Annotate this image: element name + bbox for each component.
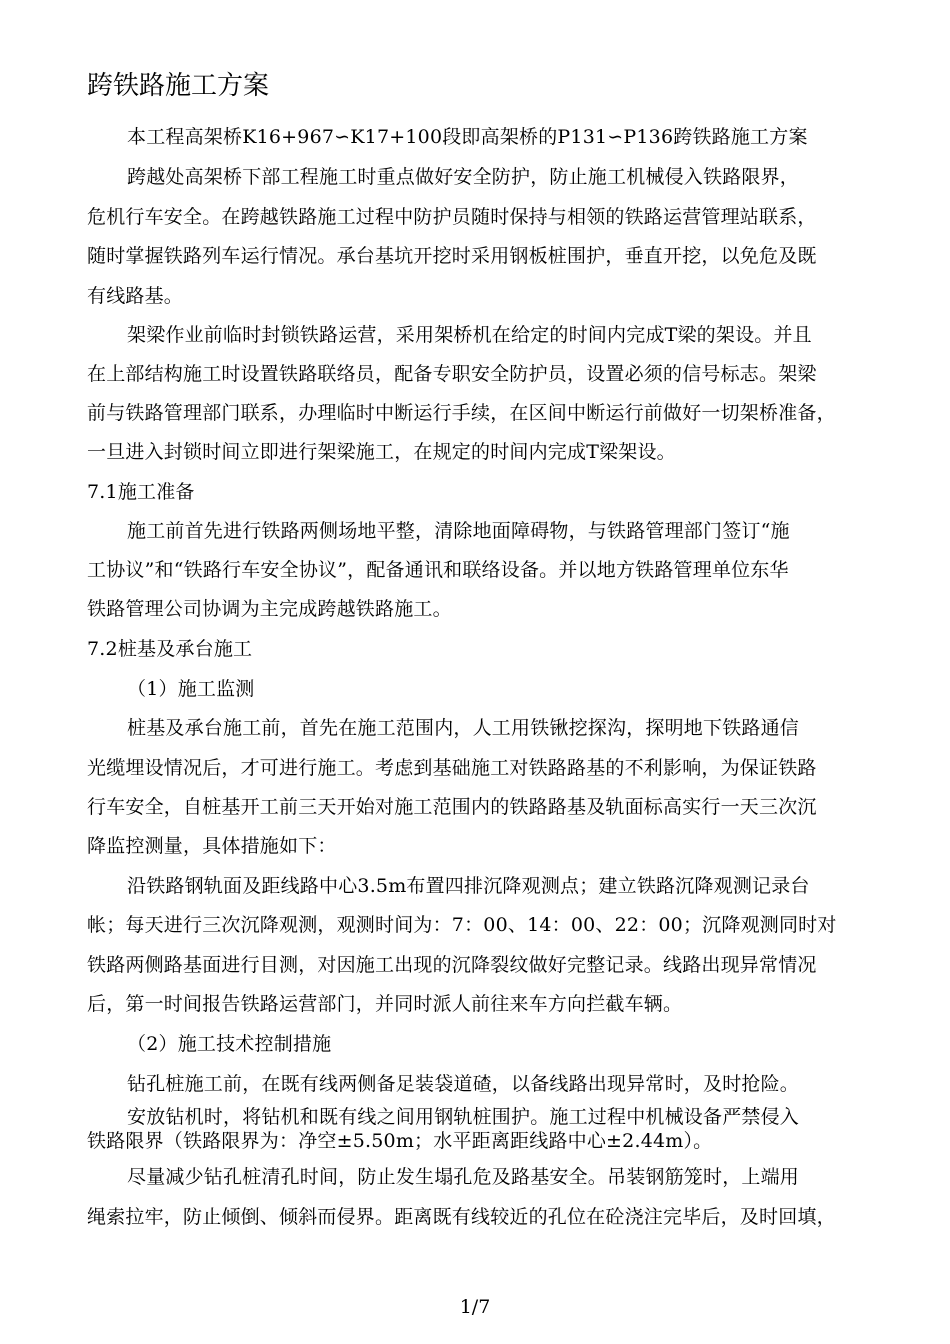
paragraph-line: 在上部结构施工时设置铁路联络员，配备专职安全防护员，设置必须的信号标志。架梁: [87, 363, 817, 385]
paragraph-line: 铁路两侧路基面进行目测，对因施工出现的沉降裂纹做好完整记录。线路出现异常情况: [87, 954, 817, 976]
paragraph-line: 架梁作业前临时封锁铁路运营，采用架桥机在给定的时间内完成T梁的架设。并且: [127, 324, 812, 346]
page-title: 跨铁路施工方案: [87, 71, 270, 101]
paragraph-line: 帐；每天进行三次沉降观测，观测时间为：7：00、14：00、22：00；沉降观测同时对: [87, 914, 837, 936]
page-number: 1/7: [459, 1296, 491, 1318]
paragraph-line: 桩基及承台施工前，首先在施工范围内，人工用铁锹挖探沟，探明地下铁路通信: [127, 717, 800, 739]
paragraph-line: 跨越处高架桥下部工程施工时重点做好安全防护，防止施工机械侵入铁路限界，: [127, 166, 800, 188]
paragraph-line: 光缆埋设情况后，才可进行施工。考虑到基础施工对铁路路基的不利影响，为保证铁路: [87, 757, 817, 779]
paragraph-line: 前与铁路管理部门联系，办理临时中断运行手续，在区间中断运行前做好一切架桥准备，: [87, 402, 836, 424]
section-heading: 7.1施工准备: [87, 481, 195, 503]
subsection-heading: （1）施工监测: [127, 678, 255, 700]
paragraph-line: 钻孔桩施工前，在既有线两侧备足装袋道碴，以备线路出现异常时，及时抢险。: [127, 1073, 800, 1095]
paragraph-line: 沿铁路钢轨面及距线路中心3.5m布置四排沉降观测点；建立铁路沉降观测记录台: [127, 875, 810, 897]
section-heading: 7.2桩基及承台施工: [87, 638, 253, 660]
paragraph-line: 危机行车安全。在跨越铁路施工过程中防护员随时保持与相领的铁路运营管理站联系，: [87, 206, 817, 228]
paragraph-line: 一旦进入封锁时间立即进行架梁施工，在规定的时间内完成T梁架设。: [87, 441, 676, 463]
paragraph-line: 尽量减少钻孔桩清孔时间，防止发生塌孔危及路基安全。吊装钢筋笼时，上端用: [127, 1166, 800, 1188]
paragraph-line: 后，第一时间报告铁路运营部门，并同时派人前往来车方向拦截车辆。: [87, 993, 683, 1015]
paragraph-line: 降监控测量，具体措施如下：: [87, 835, 337, 857]
paragraph-line: 工协议”和“铁路行车安全协议”，配备通讯和联络设备。并以地方铁路管理单位东华: [87, 559, 789, 581]
paragraph-line: 铁路管理公司协调为主完成跨越铁路施工。: [87, 598, 452, 620]
paragraph-line: 行车安全，自桩基开工前三天开始对施工范围内的铁路路基及轨面标高实行一天三次沉: [87, 796, 817, 818]
paragraph-line: 本工程高架桥K16+967∽K17+100段即高架桥的P131∽P136跨铁路施工方案: [127, 126, 808, 148]
paragraph-line: 有线路基。: [87, 285, 184, 307]
paragraph-line: 施工前首先进行铁路两侧场地平整，清除地面障碍物，与铁路管理部门签订“施: [127, 520, 790, 542]
paragraph-line: 安放钻机时，将钻机和既有线之间用钢轨桩围护。施工过程中机械设备严禁侵入: [127, 1106, 800, 1128]
paragraph-line: 随时掌握铁路列车运行情况。承台基坑开挖时采用钢板桩围护，垂直开挖，以免危及既: [87, 245, 817, 267]
paragraph-line: 铁路限界（铁路限界为：净空±5.50m；水平距离距线路中心±2.44m）。: [87, 1130, 713, 1152]
subsection-heading: （2）施工技术控制措施: [127, 1033, 332, 1055]
paragraph-line: 绳索拉牢，防止倾倒、倾斜而侵界。距离既有线较近的孔位在砼浇注完毕后，及时回填，: [87, 1206, 836, 1228]
